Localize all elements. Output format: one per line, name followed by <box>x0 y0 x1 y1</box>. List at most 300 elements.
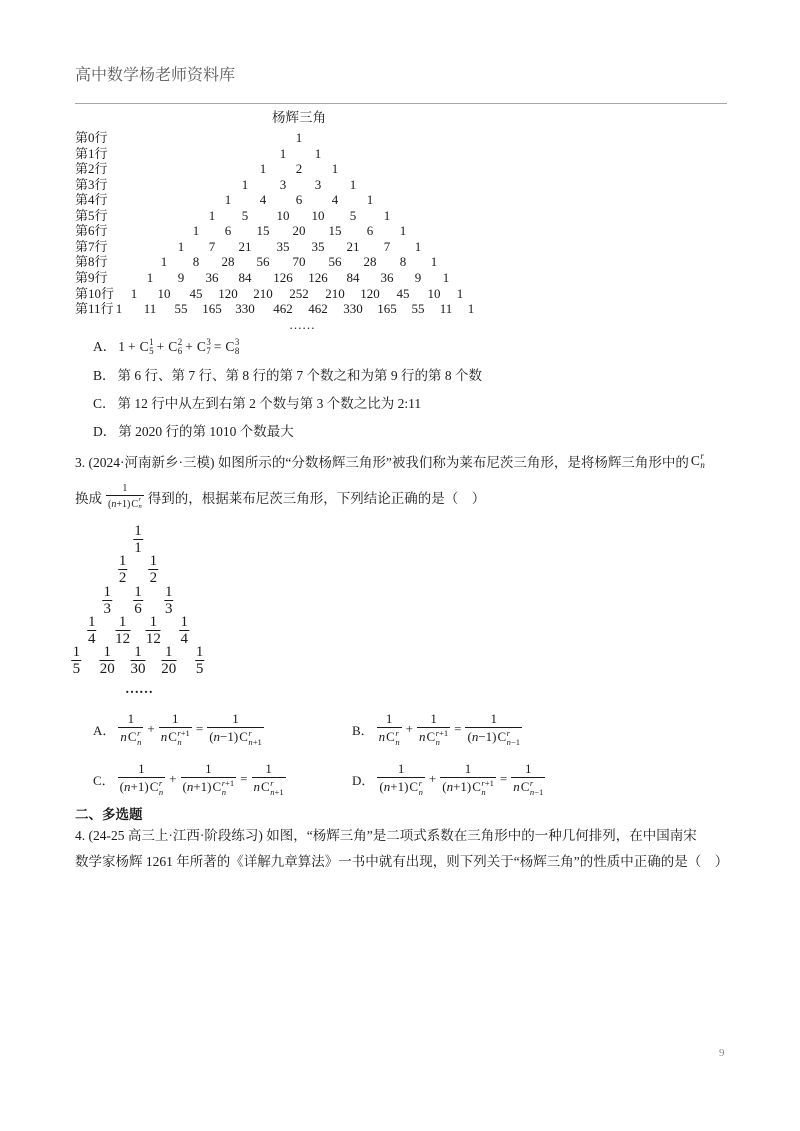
math-variable: n <box>111 498 117 510</box>
math-variable: r <box>529 778 534 789</box>
pascal-number: 1 <box>467 301 475 317</box>
pascal-number: 3 <box>314 176 322 192</box>
pascal-number: 56 <box>256 254 270 270</box>
combination-base: C <box>225 339 235 355</box>
combination-scripts <box>206 338 210 356</box>
q2-option-b <box>93 366 482 386</box>
page-number: 9 <box>719 1047 725 1059</box>
combination-scripts <box>139 497 142 510</box>
pascal-number: 9 <box>414 269 422 285</box>
fraction <box>511 762 545 796</box>
question-3-text-prefix: 换成 <box>75 491 102 506</box>
fraction-numerator: 1 <box>195 644 204 661</box>
combination-base: C <box>139 339 149 355</box>
pascal-number: 1 <box>295 130 303 145</box>
combination-base: C <box>212 779 222 795</box>
pascal-number: 1 <box>456 285 464 301</box>
math-text: 1 <box>127 710 135 726</box>
pascal-number: 20 <box>292 223 306 239</box>
fraction-numerator: 1 <box>115 616 130 631</box>
pascal-number: 7 <box>208 238 216 254</box>
pascal-number: 1 <box>399 223 407 239</box>
fraction-numerator: 1 <box>134 523 142 539</box>
math-variable: n <box>120 729 127 745</box>
combination-scripts <box>248 729 261 746</box>
fraction-numerator <box>465 712 522 728</box>
fraction-denominator <box>377 728 402 746</box>
combination-symbol <box>408 779 422 796</box>
fraction-numerator: 1 <box>165 583 173 600</box>
pascal-number: 1 <box>279 145 287 161</box>
pascal-number: 1 <box>314 145 322 161</box>
pascal-number: 1 <box>224 192 232 208</box>
math-variable: n <box>378 729 386 745</box>
option-label: D． <box>352 772 375 788</box>
fraction-denominator <box>511 778 545 796</box>
math-text: +1 <box>225 778 235 789</box>
fraction-numerator: 1 <box>88 613 96 630</box>
pascal-number: 28 <box>221 254 235 270</box>
combination-symbol <box>167 338 182 356</box>
fraction-denominator <box>417 728 450 746</box>
combination-subscript <box>248 738 261 747</box>
math-text: +1) <box>193 779 212 795</box>
math-variable: n <box>529 786 535 797</box>
math-variable: r <box>248 728 252 739</box>
pascal-number: 1 <box>414 238 422 254</box>
math-text: 1 <box>525 760 532 776</box>
header-divider <box>75 103 727 104</box>
math-text: 1 <box>149 337 154 348</box>
leibniz-fraction <box>133 583 143 617</box>
leibniz-fraction <box>100 646 115 676</box>
fraction-denominator <box>252 778 286 796</box>
fraction-denominator <box>440 778 496 796</box>
combination-symbol <box>130 497 141 510</box>
row-label: 第11行 <box>75 301 114 317</box>
fraction <box>106 483 144 510</box>
pascal-number: 10 <box>157 285 171 301</box>
fraction-numerator <box>181 762 237 778</box>
fraction-denominator: 3 <box>103 600 111 617</box>
math-text: ( <box>108 498 112 510</box>
fraction <box>181 762 237 796</box>
option-label: D． <box>93 424 117 439</box>
math-text: ( <box>209 729 214 745</box>
pascal-number: 126 <box>273 269 293 285</box>
math-variable: r <box>177 728 181 739</box>
row-label: 第6行 <box>75 223 108 239</box>
math-text: 7 <box>206 346 211 356</box>
q2-option-a <box>93 337 239 357</box>
combination-scripts <box>395 729 399 746</box>
pascal-number: 3 <box>279 176 287 192</box>
row-label: 第9行 <box>75 269 108 285</box>
math-variable: n <box>383 779 391 795</box>
combination-symbol <box>520 779 544 796</box>
pascal-number: 1 <box>208 207 216 223</box>
math-operator: + <box>156 339 165 355</box>
fraction <box>465 712 522 746</box>
math-variable: n <box>221 786 226 797</box>
math-text: +1) <box>390 779 409 795</box>
pascal-number: 1 <box>430 254 438 270</box>
math-operator: = <box>499 770 508 786</box>
pascal-number: 120 <box>218 285 238 301</box>
pascal-number: 165 <box>377 301 397 317</box>
combination-base: C <box>168 729 177 745</box>
pascal-number: 10 <box>276 207 290 223</box>
pascal-number: 1 <box>259 161 267 177</box>
option-label: A． <box>93 722 116 738</box>
fraction <box>377 762 424 796</box>
fraction-numerator <box>159 712 192 728</box>
pascal-number: 330 <box>343 301 363 317</box>
math-operator: + <box>405 720 413 736</box>
math-text: 6 <box>177 346 183 356</box>
pascal-number: 4 <box>331 192 339 208</box>
combination-scripts <box>507 729 520 746</box>
pascal-triangle-title: 杨辉三角 <box>272 110 326 125</box>
option-label: C． <box>93 772 115 788</box>
combination-scripts <box>159 779 163 796</box>
pascal-number: 10 <box>427 285 441 301</box>
math-text: 2 <box>177 337 183 348</box>
leibniz-fraction <box>118 555 128 585</box>
math-text: +1 <box>439 728 449 739</box>
math-operator: = <box>213 339 222 355</box>
combination-scripts <box>530 779 543 796</box>
pascal-number: 1 <box>366 192 374 208</box>
fraction-denominator <box>118 778 165 796</box>
row-label: 第8行 <box>75 254 108 270</box>
math-variable: n <box>481 786 486 797</box>
fraction-denominator: 2 <box>118 570 127 587</box>
row-label: 第5行 <box>75 207 108 223</box>
q2-option-c <box>93 394 421 414</box>
option-formula <box>118 338 239 356</box>
combination-scripts <box>222 779 234 796</box>
fraction-numerator: 1 <box>146 616 161 631</box>
fraction-numerator <box>118 762 165 778</box>
pascal-number: 6 <box>295 192 303 208</box>
pascal-number: 1 <box>130 285 138 301</box>
option-label: B． <box>352 722 374 738</box>
combination-symbol <box>690 452 705 470</box>
pascal-number: 7 <box>383 238 391 254</box>
math-variable: n <box>138 503 142 510</box>
fraction <box>118 762 165 796</box>
pascal-number: 45 <box>396 285 410 301</box>
math-text: ( <box>442 779 447 795</box>
leibniz-fraction <box>115 613 131 647</box>
leibniz-fraction <box>87 613 97 647</box>
fraction-denominator: 5 <box>72 661 81 678</box>
math-variable: r <box>137 728 141 739</box>
pascal-number: 210 <box>253 285 273 301</box>
math-text: +1 <box>274 786 284 797</box>
math-variable: n <box>471 729 479 745</box>
pascal-number: 35 <box>276 238 290 254</box>
combination-symbol <box>471 779 494 796</box>
pascal-number: 35 <box>311 238 325 254</box>
combination-scripts <box>149 338 153 356</box>
math-variable: r <box>700 451 704 462</box>
fraction-numerator: 1 <box>100 646 115 661</box>
pascal-number: 45 <box>189 285 203 301</box>
fraction-numerator: 1 <box>149 553 158 570</box>
q3-option-c <box>93 759 287 799</box>
math-text: ( <box>467 729 472 745</box>
q3-option-b <box>352 709 523 749</box>
combination-base: C <box>261 779 270 795</box>
combination-symbol <box>385 729 399 746</box>
pascal-number: 252 <box>289 285 309 301</box>
combination-subscript <box>222 788 234 797</box>
math-text: +1 <box>252 736 262 747</box>
question-4-line-2: 数学家杨辉 1261 年所著的《详解九章算法》一书中就有出现，则下列关于“杨辉三角”的性质中正确的是（ ） <box>75 854 729 869</box>
leibniz-fraction <box>72 646 82 676</box>
fraction-denominator: 6 <box>134 600 142 617</box>
pascal-number: 28 <box>363 254 377 270</box>
combination-base: C <box>168 339 178 355</box>
fraction-denominator <box>207 728 264 746</box>
fraction-denominator: 4 <box>88 630 96 647</box>
fraction <box>377 712 402 746</box>
combination-symbol <box>127 729 141 746</box>
combination-symbol <box>224 338 239 356</box>
fraction-numerator <box>511 762 545 778</box>
combination-formula <box>690 452 705 470</box>
combination-base: C <box>472 779 481 795</box>
leibniz-fraction <box>164 583 174 617</box>
leibniz-triangle-ellipsis: …… <box>125 682 153 697</box>
fraction-denominator: 3 <box>165 600 173 617</box>
pascal-number: 11 <box>439 301 453 317</box>
combination-symbol <box>425 729 448 746</box>
pascal-number: 1 <box>349 176 357 192</box>
pascal-number: 1 <box>383 207 391 223</box>
question-4-line-1: 4. (24-25 高三上·江西·阶段练习) 如图，“杨辉三角”是二项式系数在三角形中的一种几何排列，在中国南宋 <box>75 828 697 843</box>
combination-base: C <box>690 453 700 469</box>
math-variable: n <box>418 786 423 797</box>
combination-symbol <box>139 338 154 356</box>
row-label: 第2行 <box>75 161 108 177</box>
combination-base: C <box>409 779 419 795</box>
combination-subscript <box>206 347 210 356</box>
option-formula <box>117 712 264 746</box>
pascal-number: 36 <box>205 269 219 285</box>
pascal-number: 210 <box>325 285 345 301</box>
combination-subscript <box>436 738 448 747</box>
leibniz-fraction <box>161 646 176 676</box>
pascal-number: 1 <box>146 269 154 285</box>
math-text: 1 <box>232 710 239 726</box>
math-text: ( <box>379 779 384 795</box>
math-operator: + <box>185 339 193 355</box>
pascal-number: 126 <box>308 269 328 285</box>
combination-subscript <box>481 788 493 797</box>
math-variable: n <box>177 736 182 747</box>
fraction-denominator: 5 <box>195 661 204 678</box>
fraction <box>118 712 143 746</box>
pascal-number: 8 <box>192 254 200 270</box>
math-text: −1) <box>220 729 239 745</box>
fraction-denominator: 30 <box>130 661 146 678</box>
pascal-number: 56 <box>328 254 342 270</box>
combination-base: C <box>497 729 507 745</box>
fraction-denominator <box>181 778 237 796</box>
math-text: 1 <box>265 760 272 776</box>
combination-base: C <box>149 779 159 795</box>
combination-base: C <box>196 339 206 355</box>
fraction-denominator <box>465 728 522 746</box>
pascal-number: 1 <box>160 254 168 270</box>
math-variable: n <box>253 779 261 795</box>
pascal-number: 1 <box>177 238 185 254</box>
math-variable: n <box>186 779 194 795</box>
fraction-denominator: 12 <box>145 630 161 647</box>
row-label: 第3行 <box>75 176 108 192</box>
header-title: 高中数学杨老师资料库 <box>75 67 236 84</box>
combination-base: C <box>239 729 248 745</box>
leibniz-fraction <box>145 613 161 647</box>
math-text: 1 <box>490 710 498 726</box>
math-variable: n <box>700 460 705 470</box>
combination-subscript <box>235 347 239 356</box>
math-text: 3 <box>206 337 211 348</box>
combination-scripts <box>177 729 189 746</box>
fraction-numerator: 1 <box>103 583 111 600</box>
leibniz-fraction <box>102 583 112 617</box>
combination-scripts <box>419 779 423 796</box>
row-label: 第0行 <box>75 130 108 145</box>
combination-subscript <box>507 738 520 747</box>
math-variable: r <box>506 728 511 739</box>
fraction-numerator <box>118 712 143 728</box>
pascal-number: 4 <box>259 192 267 208</box>
combination-scripts <box>235 338 239 356</box>
section-title: 二、多选题 <box>75 807 143 822</box>
math-text: +1) <box>130 779 149 795</box>
combination-symbol <box>167 729 190 746</box>
math-variable: n <box>124 779 131 795</box>
fraction-denominator: 12 <box>115 630 131 647</box>
combination-subscript <box>137 738 141 747</box>
combination-base: C <box>131 498 138 510</box>
pascal-number: 1 <box>115 301 123 317</box>
math-operator: = <box>240 770 248 786</box>
math-variable: n <box>418 729 426 745</box>
math-variable: n <box>506 736 511 747</box>
pascal-number: 70 <box>292 254 306 270</box>
fraction-numerator <box>440 762 496 778</box>
pascal-triangle-ellipsis: …… <box>289 317 315 332</box>
pascal-number: 6 <box>224 223 232 239</box>
combination-base: C <box>127 729 137 745</box>
math-variable: r <box>395 728 399 739</box>
row-label: 第7行 <box>75 238 108 254</box>
pascal-number: 462 <box>273 301 293 317</box>
math-operator: = <box>454 720 462 736</box>
math-variable: n <box>248 736 253 747</box>
leibniz-fraction <box>195 646 205 676</box>
math-variable: n <box>160 729 168 745</box>
math-text: +1) <box>453 779 472 795</box>
combination-symbol <box>212 779 235 796</box>
fraction <box>159 712 192 746</box>
combination-subscript <box>530 788 543 797</box>
fraction-formula <box>105 483 145 510</box>
math-variable: n <box>446 779 454 795</box>
pascal-number: 5 <box>241 207 249 223</box>
combination-subscript <box>700 461 704 470</box>
math-text: 1 <box>385 710 393 726</box>
combination-scripts <box>178 338 182 356</box>
math-text: 1 <box>464 760 472 776</box>
fraction <box>207 712 264 746</box>
fraction-denominator: 1 <box>134 540 142 556</box>
math-variable: n <box>213 729 221 745</box>
fraction <box>440 762 496 796</box>
fraction-denominator: 20 <box>99 661 115 678</box>
math-operator: + <box>169 770 177 786</box>
math-variable: n <box>513 779 520 795</box>
pascal-number: 9 <box>177 269 185 285</box>
math-text: −1 <box>534 786 544 797</box>
row-label: 第4行 <box>75 192 108 208</box>
fraction-numerator: 1 <box>161 646 176 661</box>
option-text: 第 12 行中从左到右第 2 个数与第 3 个数之比为 2:11 <box>117 396 422 411</box>
combination-scripts <box>700 452 704 470</box>
pascal-number: 55 <box>411 301 425 317</box>
math-operator: + <box>147 720 155 736</box>
fraction-numerator <box>377 762 424 778</box>
leibniz-fraction <box>131 646 146 676</box>
combination-scripts <box>137 729 141 746</box>
pascal-number: 1 <box>331 161 339 177</box>
pascal-number: 15 <box>328 223 342 239</box>
pascal-number: 84 <box>238 269 252 285</box>
q3-option-a <box>93 709 265 749</box>
fraction-numerator: 1 <box>131 646 146 661</box>
combination-scripts <box>436 729 448 746</box>
combination-subscript <box>159 788 163 797</box>
fraction-numerator <box>377 712 402 728</box>
fraction-denominator: 4 <box>180 630 188 647</box>
option-text: 第 2020 行的第 1010 个数最大 <box>118 424 294 439</box>
pascal-number: 1 <box>442 269 450 285</box>
pascal-number: 11 <box>143 301 157 317</box>
combination-subscript <box>395 738 399 747</box>
fraction-denominator: 2 <box>149 570 158 587</box>
option-formula <box>117 762 287 796</box>
math-text: 1 <box>138 760 145 776</box>
pascal-number: 1 <box>192 223 200 239</box>
math-variable: r <box>418 778 422 789</box>
option-label: B． <box>93 368 116 383</box>
row-label: 第1行 <box>75 145 108 161</box>
fraction-numerator: 1 <box>134 583 142 600</box>
fraction <box>252 762 286 796</box>
fraction-numerator: 1 <box>180 613 188 630</box>
math-text: +1 <box>180 728 190 739</box>
math-variable: r <box>158 778 163 789</box>
pascal-number: 21 <box>238 238 252 254</box>
math-text: 1 <box>118 339 125 355</box>
math-operator: + <box>128 339 136 355</box>
pascal-number: 21 <box>346 238 360 254</box>
